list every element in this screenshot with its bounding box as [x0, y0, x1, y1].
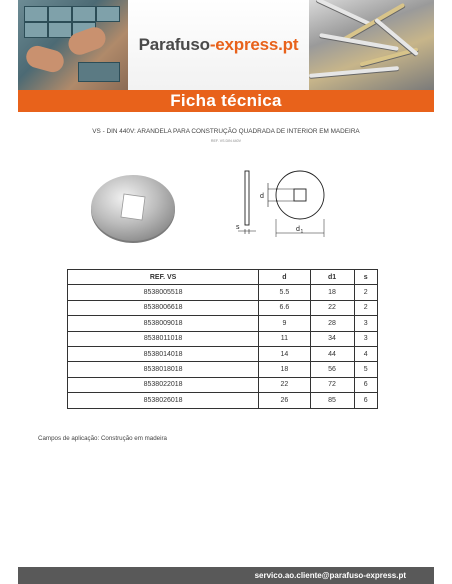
label-s: s: [236, 224, 240, 231]
product-code: REF. VS DIN 440V: [210, 139, 242, 143]
technical-drawing: [232, 165, 342, 241]
washer-front-circle: [276, 171, 324, 219]
cell-d: 22: [259, 377, 310, 392]
cell-d1: 85: [310, 393, 354, 408]
washer-side-profile: [245, 171, 249, 225]
column-header-d1: d1: [310, 270, 354, 285]
product-title: VS - DIN 440V: ARANDELA PARA CONSTRUÇÃO QUADRADA DE INTERIOR EM MADEIRA: [92, 128, 360, 135]
header-photo-screws: [309, 0, 434, 90]
label-d1-subscript: 1: [300, 229, 304, 235]
table-row: [68, 377, 378, 392]
cell-s: 2: [354, 300, 378, 315]
cell-ref: 8538009018: [68, 316, 259, 331]
table-row: [68, 285, 378, 300]
cell-d1: 72: [310, 377, 354, 392]
cell-d1: 56: [310, 362, 354, 377]
footer-bar: [18, 567, 434, 584]
cell-s: 6: [354, 377, 378, 392]
customer-service-email-link[interactable]: servico.ao.cliente@parafuso-express.pt: [254, 571, 406, 580]
cell-d: 11: [259, 331, 310, 346]
cell-s: 6: [354, 393, 378, 408]
cell-d: 5.5: [259, 285, 310, 300]
cell-d: 18: [259, 362, 310, 377]
header: [18, 0, 434, 90]
cell-d1: 18: [310, 285, 354, 300]
cell-d: 26: [259, 393, 310, 408]
cell-s: 2: [354, 285, 378, 300]
cell-d1: 22: [310, 300, 354, 315]
table-row: [68, 316, 378, 331]
dimensions-table: [67, 269, 378, 409]
cell-ref: 8538022018: [68, 377, 259, 392]
column-header-ref: REF. VS: [68, 270, 259, 285]
label-d: d: [260, 193, 264, 200]
column-header-s: s: [354, 270, 378, 285]
cell-s: 4: [354, 346, 378, 361]
table-header-row: [68, 270, 378, 285]
cell-d: 6.6: [259, 300, 310, 315]
table-row: [68, 331, 378, 346]
cell-ref: 8538006618: [68, 300, 259, 315]
table-row: [68, 362, 378, 377]
cell-d: 9: [259, 316, 310, 331]
cell-d1: 34: [310, 331, 354, 346]
application-note: Campos de aplicação: Construção em madeira: [38, 435, 167, 442]
square-hole: [294, 189, 306, 201]
column-header-d: d: [259, 270, 310, 285]
logo-area: [128, 0, 309, 90]
cell-ref: 8538014018: [68, 346, 259, 361]
cell-d1: 44: [310, 346, 354, 361]
table-row: [68, 393, 378, 408]
label-d1: d: [296, 226, 300, 233]
table-row: [68, 346, 378, 361]
washer-photo: [90, 172, 176, 244]
company-logo[interactable]: Parafuso-express.pt: [138, 35, 299, 54]
banner-title: Ficha técnica: [170, 91, 282, 110]
cell-d1: 28: [310, 316, 354, 331]
cell-ref: 8538005518: [68, 285, 259, 300]
cell-s: 3: [354, 331, 378, 346]
cell-ref: 8538018018: [68, 362, 259, 377]
cell-d: 14: [259, 346, 310, 361]
cell-s: 5: [354, 362, 378, 377]
datasheet-banner: [18, 90, 434, 112]
cell-ref: 8538026018: [68, 393, 259, 408]
header-photo-toolbox: [18, 0, 128, 90]
table-row: [68, 300, 378, 315]
cell-s: 3: [354, 316, 378, 331]
cell-ref: 8538011018: [68, 331, 259, 346]
